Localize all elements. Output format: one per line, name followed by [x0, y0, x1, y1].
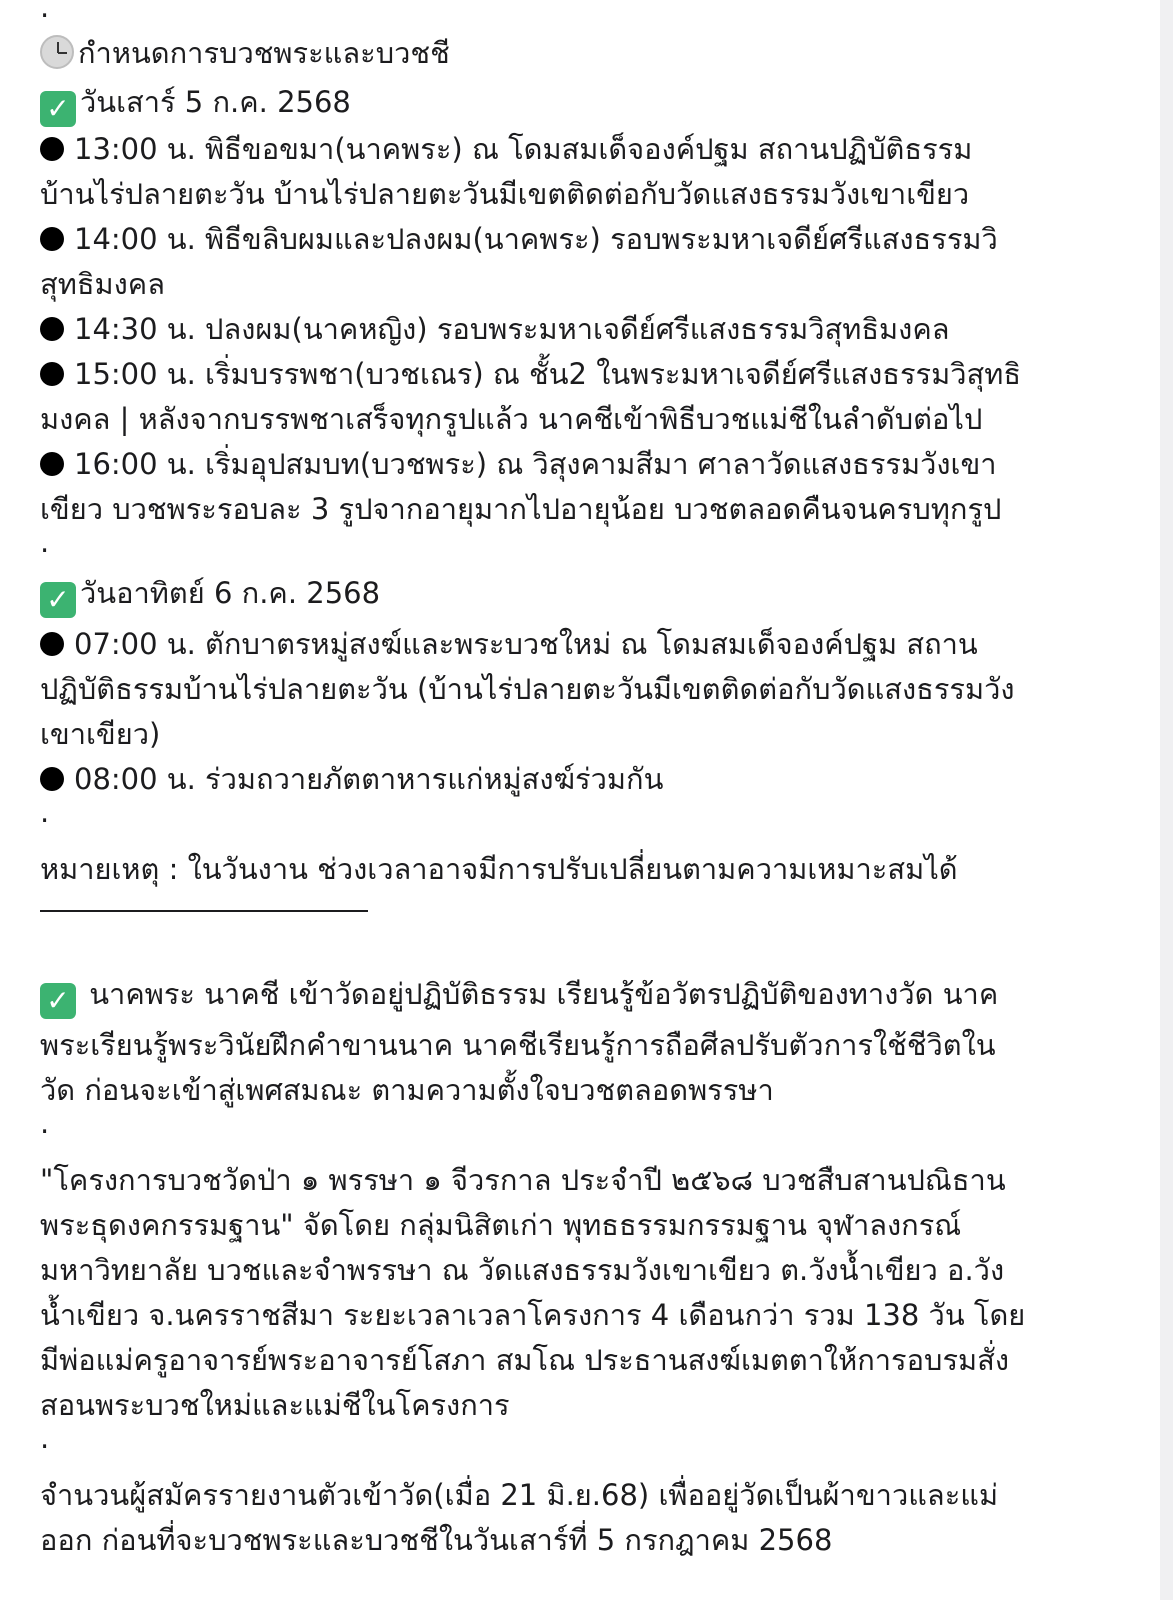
post-title [40, 31, 1125, 76]
schedule-item-cont: บ้านไร่ปลายตะวัน บ้านไร่ปลายตะวันมีเขตติดต่อกับวัดแสงธรรมวังเขาเขียว [40, 177, 970, 211]
schedule-item-cont: เขาเขียว) [40, 717, 161, 751]
paragraph-line: พระเรียนรู้พระวินัยฝึกคำขานนาค นาคชีเรียนรู้การถือศีลปรับตัวการใช้ชีวิตใน [40, 1028, 996, 1062]
separator-dot: . [40, 795, 50, 829]
schedule-item-cont: มงคล | หลังจากบรรพชาเสร็จทุกรูปแล้ว นาคชีเข้าพิธีบวชแม่ชีในลำดับต่อไป [40, 402, 983, 436]
schedule-item-text: 15:00 น. เริ่มบรรพชา(บวชเณร) ณ ชั้น2 ในพระมหาเจดีย์ศรีแสงธรรมวิสุทธิ [74, 357, 1022, 391]
check-mark-icon: ✓ [40, 91, 76, 127]
day2-heading-text: วันอาทิตย์ 6 ก.ค. 2568 [80, 576, 381, 610]
day1-heading [40, 80, 1125, 127]
schedule-item-cont: ปฏิบัติธรรมบ้านไร่ปลายตะวัน (บ้านไร่ปลายตะวันมีเขตติดต่อกับวัดแสงธรรมวัง [40, 672, 1015, 706]
check-mark-icon: ✓ [40, 582, 76, 618]
schedule-item [40, 622, 1125, 667]
paragraph-line: มีพ่อแม่ครูอาจารย์พระอาจารย์โสภา สมโณ ประธานสงฆ์เมตตาให้การอบรมสั่ง [40, 1343, 1010, 1377]
schedule-item-text: 13:00 น. พิธีขอขมา(นาคพระ) ณ โดมสมเด็จองค์ปฐม สถานปฏิบัติธรรม [74, 132, 973, 166]
paragraph-text: นาคพระ นาคชี เข้าวัดอยู่ปฏิบัติธรรม เรียนรู้ข้อวัตรปฏิบัติของทางวัด นาค [89, 977, 999, 1011]
separator-dot: . [40, 525, 50, 559]
bullet-icon [40, 317, 64, 341]
separator-dot: . [40, 0, 50, 24]
divider-line [40, 910, 368, 912]
schedule-item [40, 757, 1125, 802]
schedule-item [40, 442, 1125, 487]
bullet-icon [40, 362, 64, 386]
paragraph-line: วัด ก่อนจะเข้าสู่เพศสมณะ ตามความตั้งใจบวชตลอดพรรษา [40, 1073, 774, 1107]
separator-dot: . [40, 1421, 50, 1455]
schedule-item-cont: สุทธิมงคล [40, 267, 165, 301]
paragraph-line: พระธุดงคกรรมฐาน" จัดโดย กลุ่มนิสิตเก่า พุทธธรรมกรรมฐาน จุฬาลงกรณ์ [40, 1208, 962, 1242]
schedule-item-text: 16:00 น. เริ่มอุปสมบท(บวชพระ) ณ วิสุงคามสีมา ศาลาวัดแสงธรรมวังเขา [74, 447, 997, 481]
paragraph-line: น้ำเขียว จ.นครราชสีมา ระยะเวลาเวลาโครงการ 4 เดือนกว่า รวม 138 วัน โดย [40, 1298, 1026, 1332]
paragraph-line: มหาวิทยาลัย บวชและจำพรรษา ณ วัดแสงธรรมวังเขาเขียว ต.วังน้ำเขียว อ.วัง [40, 1253, 1005, 1287]
separator-dot: . [40, 1106, 50, 1140]
schedule-item [40, 127, 1125, 172]
bullet-icon [40, 137, 64, 161]
note-text: หมายเหตุ : ในวันงาน ช่วงเวลาอาจมีการปรับเปลี่ยนตามความเหมาะสมได้ [40, 852, 958, 886]
bullet-icon [40, 767, 64, 791]
schedule-item-text: 07:00 น. ตักบาตรหมู่สงฆ์และพระบวชใหม่ ณ โดมสมเด็จองค์ปฐม สถาน [74, 627, 978, 661]
paragraph-line: ออก ก่อนที่จะบวชพระและบวชชีในวันเสาร์ที่ 5 กรกฎาคม 2568 [40, 1523, 833, 1557]
schedule-item [40, 352, 1125, 397]
post-title-text: กำหนดการบวชพระและบวชชี [78, 36, 450, 70]
check-mark-icon: ✓ [40, 983, 76, 1019]
schedule-item-text: 14:30 น. ปลงผม(นาคหญิง) รอบพระมหาเจดีย์ศรีแสงธรรมวิสุทธิมงคล [74, 312, 950, 346]
paragraph-line: จำนวนผู้สมัครรายงานตัวเข้าวัด(เมื่อ 21 มิ.ย.68) เพื่ออยู่วัดเป็นผ้าขาวและแม่ [40, 1478, 999, 1512]
schedule-item [40, 217, 1125, 262]
bullet-icon [40, 632, 64, 656]
schedule-item-text: 14:00 น. พิธีขลิบผมและปลงผม(นาคพระ) รอบพระมหาเจดีย์ศรีแสงธรรมวิ [74, 222, 998, 256]
clock-icon [40, 35, 74, 69]
paragraph-line: สอนพระบวชใหม่และแม่ชีในโครงการ [40, 1388, 510, 1422]
day2-heading [40, 571, 1125, 618]
paragraph-line: "โครงการบวชวัดป่า ๑ พรรษา ๑ จีวรกาล ประจำปี ๒๕๖๘ บวชสืบสานปณิธาน [40, 1163, 1006, 1197]
day1-heading-text: วันเสาร์ 5 ก.ค. 2568 [80, 85, 351, 119]
paragraph-line [40, 972, 1125, 1019]
schedule-item [40, 307, 1125, 352]
bullet-icon [40, 227, 64, 251]
schedule-item-text: 08:00 น. ร่วมถวายภัตตาหารแก่หมู่สงฆ์ร่วมกัน [74, 762, 664, 796]
schedule-item-cont: เขียว บวชพระรอบละ 3 รูปจากอายุมากไปอายุน้อย บวชตลอดคืนจนครบทุกรูป [40, 492, 1002, 526]
bullet-icon [40, 452, 64, 476]
post-text [40, 0, 1125, 1563]
